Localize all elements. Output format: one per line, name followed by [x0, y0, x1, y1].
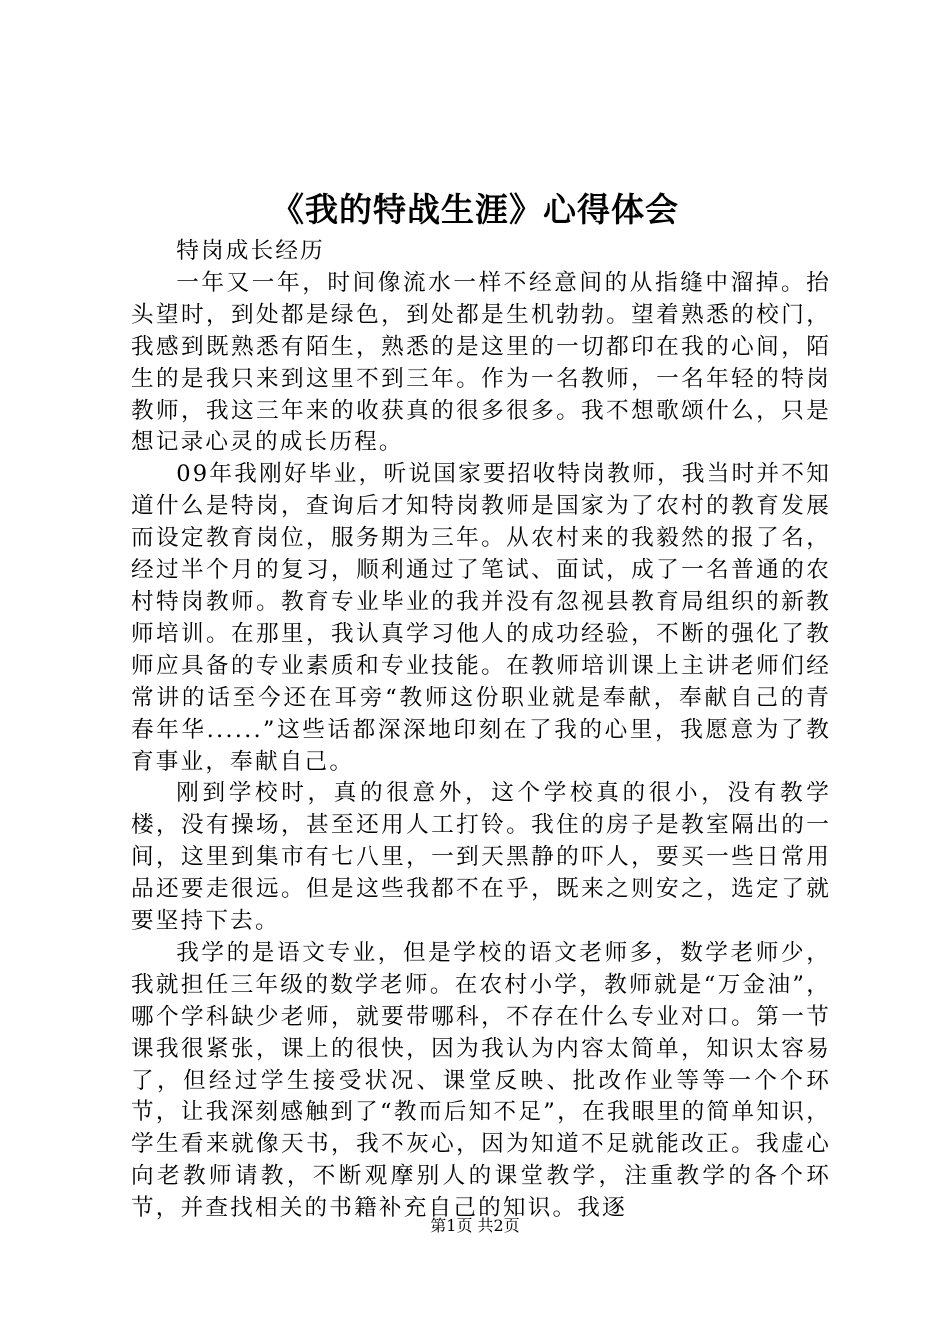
paragraph: 我学的是语文专业，但是学校的语文老师多，数学老师少，我就担任三年级的数学老师。在农村小学，教师就是“万金油”，哪个学科缺少老师，就要带哪科，不存在什么专业对口。第一节课我很紧张，课上的很快，因为我认为内容太简单，知识太容易了，但经过学生接受状况、课堂反映、批改作业等等一个个环节，让我深刻感触到了“教而后知不足”，在我眼里的简单知识，学生看来就像天书，我不灰心，因为知道不足就能改正。我虚心向老教师请教，不断观摩别人的课堂教学，注重教学的各个环节，并查找相关的书籍补充自己的知识。我逐	[131, 939, 831, 1222]
paragraph: 刚到学校时，真的很意外，这个学校真的很小，没有教学楼，没有操场，甚至还用人工打铃。我住的房子是教室隔出的一间，这里到集市有七八里，一到天黑静的吓人，要买一些日常用品还要走很远。但是这些我都不在乎，既来之则安之，选定了就要坚持下去。	[131, 780, 831, 935]
page-number-footer: 第1页 共2页	[430, 1216, 520, 1235]
document-title: 《我的特战生涯》心得体会	[271, 190, 679, 229]
section-heading: 特岗成长经历	[176, 238, 325, 264]
paragraph: 一年又一年，时间像流水一样不经意间的从指缝中溜掉。抬头望时，到处都是绿色，到处都是生机勃勃。望着熟悉的校门，我感到既熟悉有陌生，熟悉的是这里的一切都印在我的心间，陌生的是我只来到这里不到三年。作为一名教师，一名年轻的特岗教师，我这三年来的收获真的很多很多。我不想歌颂什么，只是想记录心灵的成长历程。	[131, 269, 831, 456]
paragraph: 09年我刚好毕业，听说国家要招收特岗教师，我当时并不知道什么是特岗，查询后才知特岗教师是国家为了农村的教育发展而设定教育岗位，服务期为三年。从农村来的我毅然的报了名，经过半个月的复习，顺利通过了笔试、面试，成了一名普通的农村特岗教师。教育专业毕业的我并没有忽视县教育局组织的新教师培训。在那里，我认真学习他人的成功经验，不断的强化了教师应具备的专业素质和专业技能。在教师培训课上主讲老师们经常讲的话至今还在耳旁“教师这份职业就是奉献，奉献自己的青春年华......”这些话都深深地印刻在了我的心里，我愿意为了教育事业，奉献自己。	[131, 461, 831, 775]
document-body	[131, 236, 831, 1225]
